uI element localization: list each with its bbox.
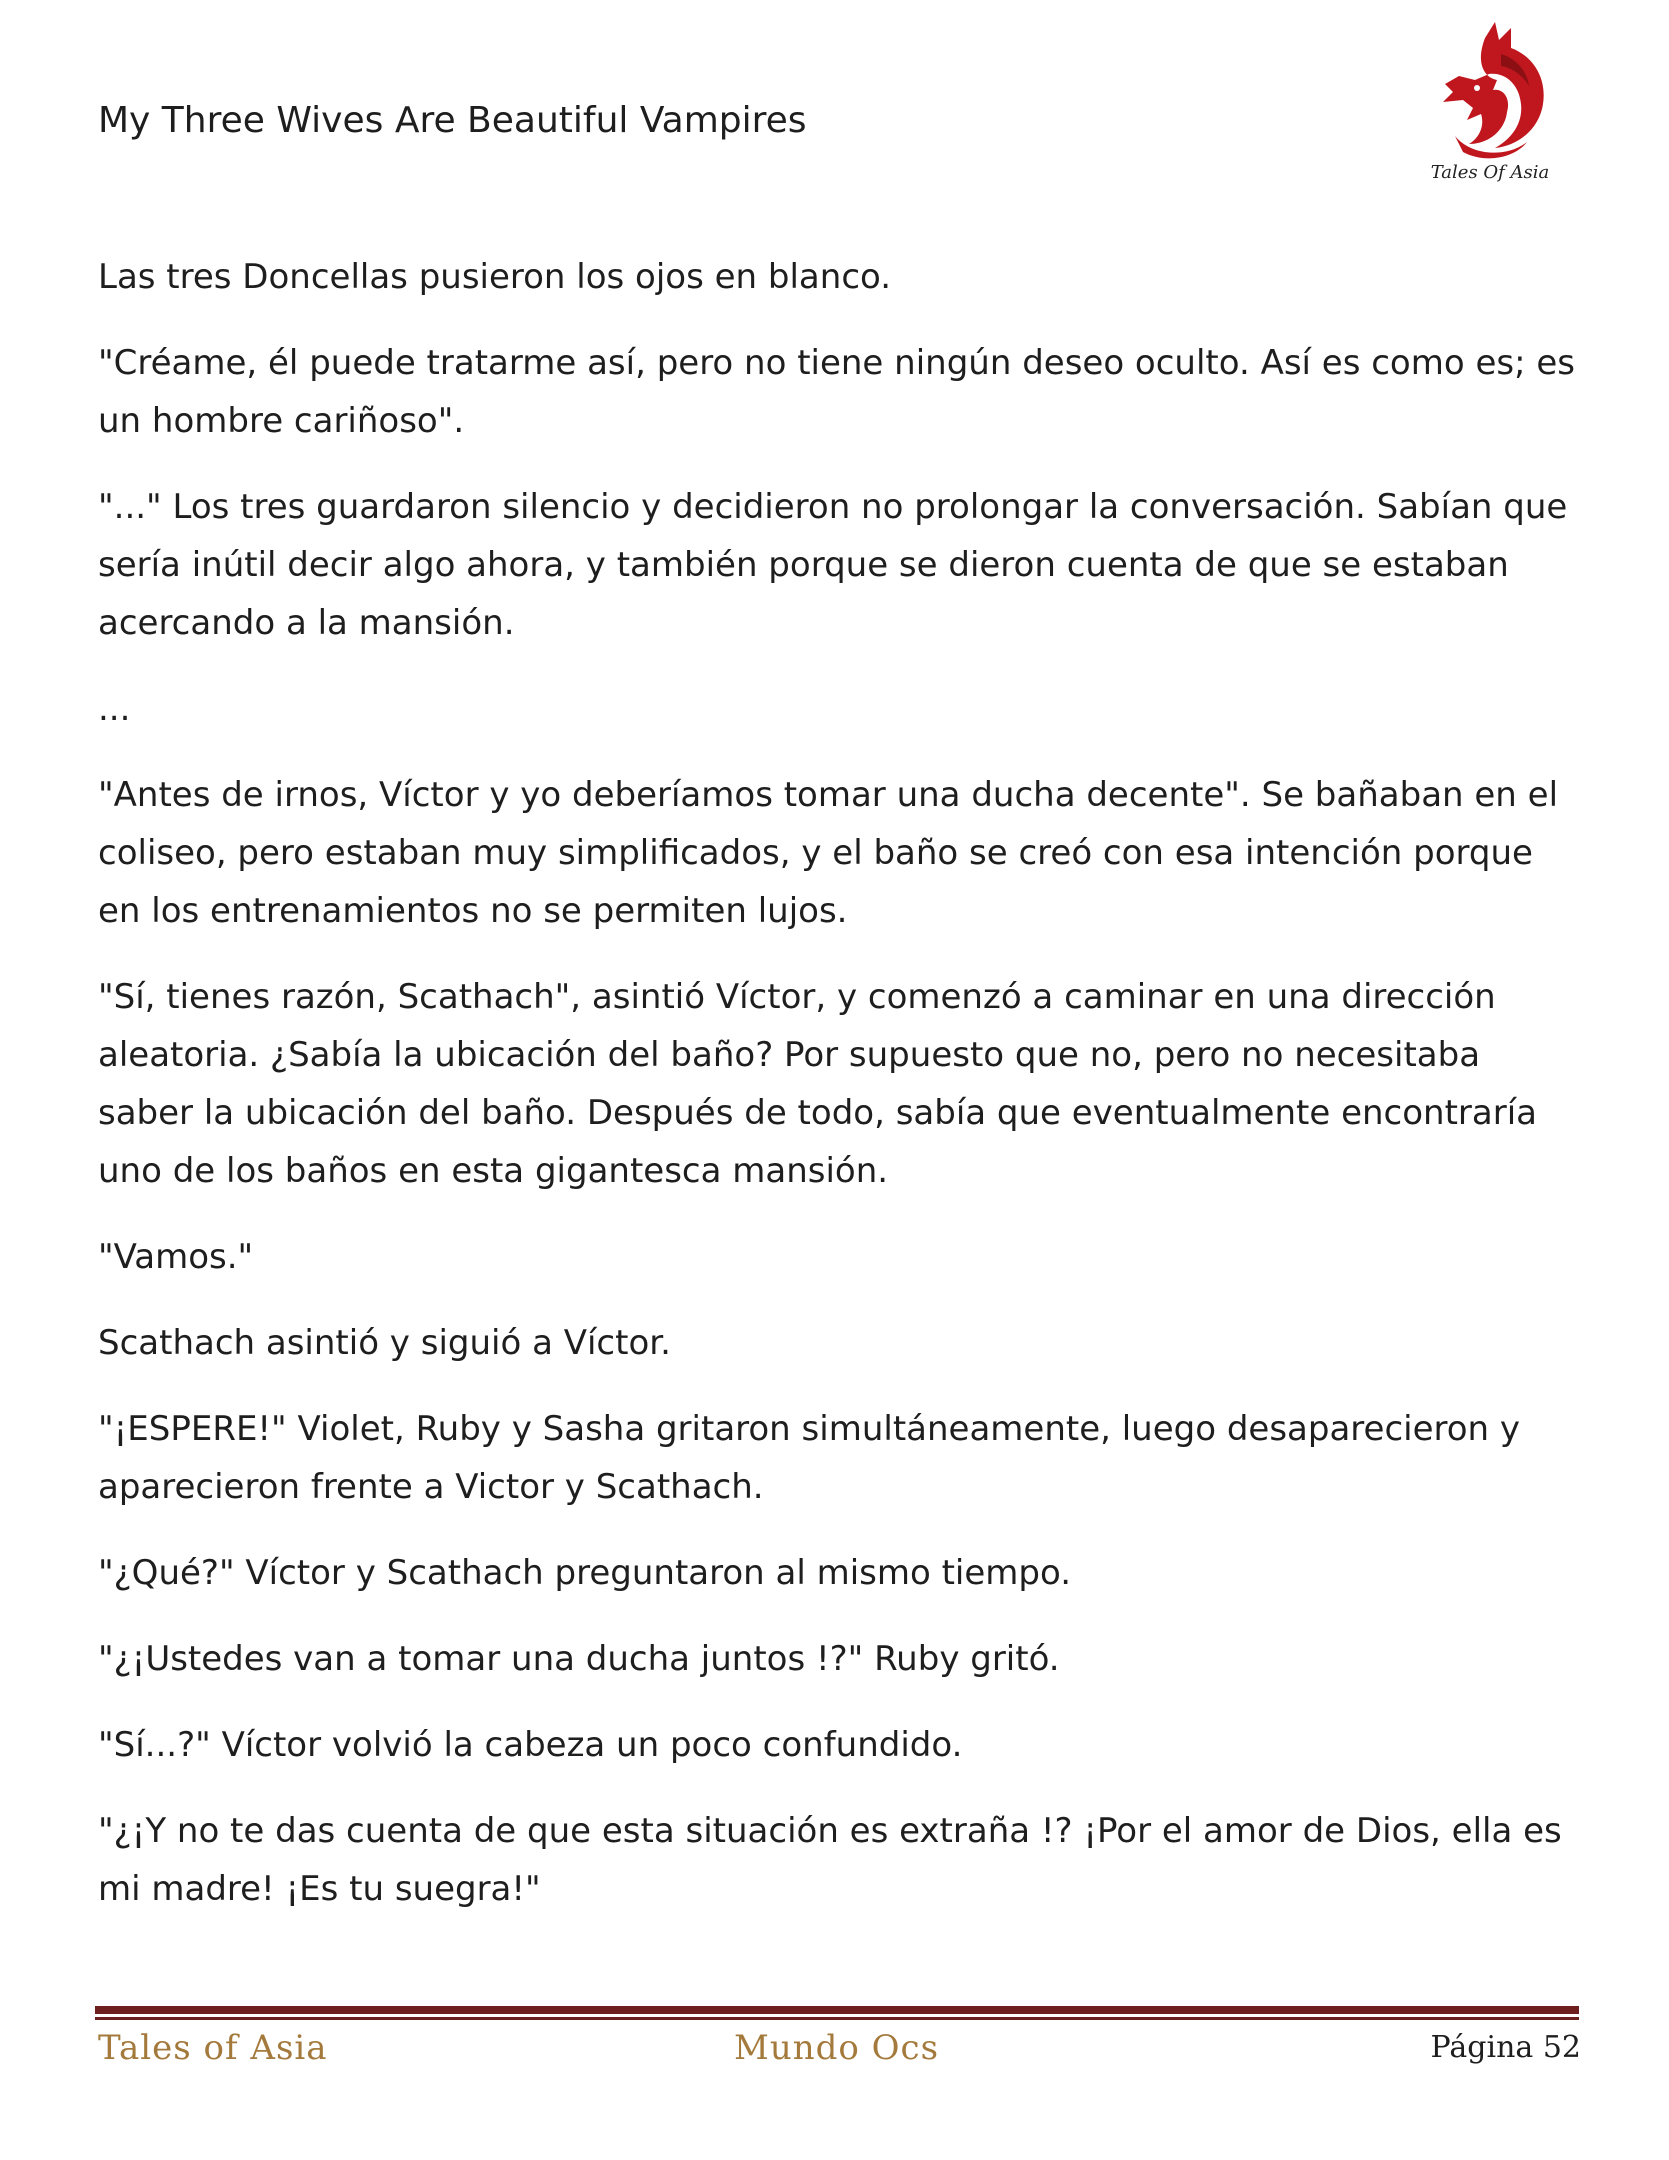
paragraph: "¿Qué?" Víctor y Scathach preguntaron al mismo tiempo. (98, 1553, 1072, 1593)
paragraph: Scathach asintió y siguió a Víctor. (98, 1323, 671, 1363)
page-number: Página 52 (1430, 2030, 1581, 2065)
paragraph: Las tres Doncellas pusieron los ojos en blanco. (98, 257, 892, 297)
footer-divider-thick (95, 2006, 1579, 2014)
tales-of-asia-logo (1415, 18, 1565, 183)
paragraph: "Créame, él puede tratarme así, pero no tiene ningún deseo oculto. Así es como es; es un hombre cariñoso". (98, 343, 1575, 441)
paragraph: "Antes de irnos, Víctor y yo deberíamos tomar una ducha decente". Se bañaban en el coliseo, pero estaban muy simplificados, y el baño se creó con esa intención porque en los entrenamientos no se permiten lujos. (98, 775, 1559, 931)
footer-divider-thin (95, 2017, 1579, 2020)
footer-translator: Mundo Ocs (734, 2028, 940, 2068)
footer-publisher: Tales of Asia (98, 2028, 328, 2068)
paragraph: "..." Los tres guardaron silencio y decidieron no prolongar la conversación. Sabían que sería inútil decir algo ahora, y también porque se dieron cuenta de que se estaban acercando a la mansión. (98, 487, 1568, 643)
chapter-body (98, 248, 1578, 1946)
paragraph: "¿¡Y no te das cuenta de que esta situación es extraña !? ¡Por el amor de Dios, ella es mi madre! ¡Es tu suegra!" (98, 1811, 1562, 1909)
paragraph: "Sí...?" Víctor volvió la cabeza un poco confundido. (98, 1725, 963, 1765)
paragraph: "¡ESPERE!" Violet, Ruby y Sasha gritaron simultáneamente, luego desaparecieron y aparecieron frente a Victor y Scathach. (98, 1409, 1521, 1507)
paragraph: ... (98, 689, 131, 729)
logo-text: Tales Of Asia (1430, 162, 1550, 183)
paragraph: "Sí, tienes razón, Scathach", asintió Víctor, y comenzó a caminar en una dirección aleatoria. ¿Sabía la ubicación del baño? Por supuesto que no, pero no necesitaba saber la ubicación del baño. Después de todo, sabía que eventualmente encontraría uno de los baños en esta gigantesca mansión. (98, 977, 1537, 1191)
footer-divider (95, 2006, 1579, 2022)
paragraph: "¿¡Ustedes van a tomar una ducha juntos !?" Ruby gritó. (98, 1639, 1060, 1679)
red-dragon-icon (1415, 18, 1565, 183)
book-title: My Three Wives Are Beautiful Vampires (98, 100, 807, 141)
paragraph: "Vamos." (98, 1237, 254, 1277)
